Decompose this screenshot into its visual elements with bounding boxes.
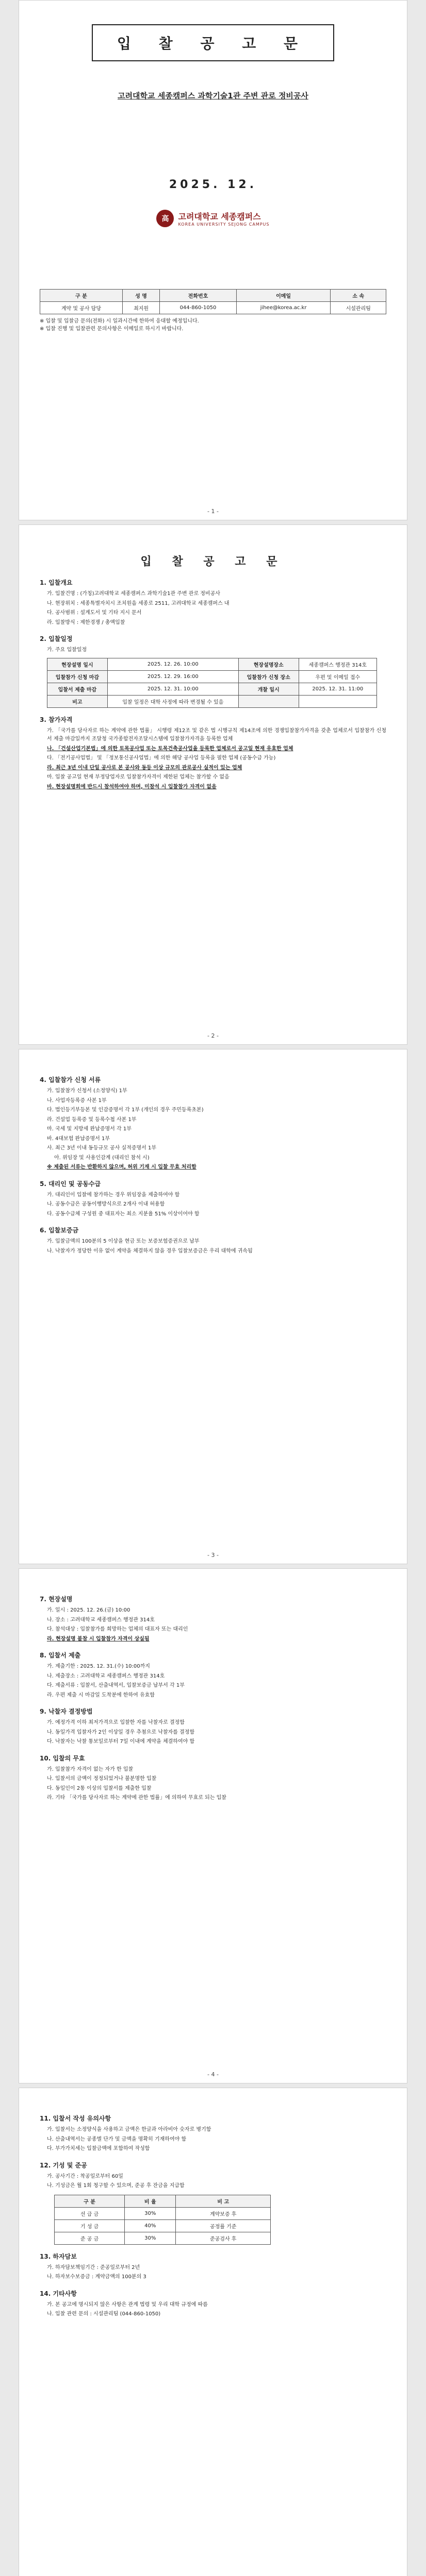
section-item: 다. 「전기공사업법」 및 「정보통신공사업법」에 의한 해당 공사업 등록을 필한 업체 (공동수급 가능) xyxy=(47,755,276,761)
table-cell: 입찰참가 신청 마감 xyxy=(47,670,108,683)
section-item: 가. 입찰건명 : (가칭)고려대학교 세종캠퍼스 과학기술1관 주변 관로 정비공사 xyxy=(47,591,220,597)
schedule-table xyxy=(47,658,377,708)
section-item: 나. 사업자등록증 사본 1부 xyxy=(47,1097,107,1104)
section-heading: 9. 낙찰자 결정방법 xyxy=(40,1708,93,1715)
section-heading: 4. 입찰참가 신청 서류 xyxy=(40,1076,101,1083)
section-heading: 11. 입찰서 작성 유의사항 xyxy=(40,2115,111,2122)
university-seal-icon: 高 xyxy=(156,210,174,227)
table-cell: 현장설명 일시 xyxy=(47,658,108,670)
section-item: 사. 최근 3년 이내 동등규모 공사 실적증명서 1부 xyxy=(47,1145,157,1151)
section-item: 가. 제출기한 : 2025. 12. 31.(수) 10:00까지 xyxy=(47,1664,150,1669)
section-item: 나. 산출내역서는 공종별 단가 및 금액을 명확히 기재하여야 함 xyxy=(47,2136,187,2142)
section-item: 라. 입찰방식 : 제한경쟁 / 총액입찰 xyxy=(47,619,125,625)
section-item: 가. 「국가를 당사자로 하는 계약에 관한 법률」 시행령 제12조 및 같은 법 시행규칙 제14조에 의한 경쟁입찰참가자격을 갖춘 업체로서 입찰참가 신청서 제출 마감일까지 조달청 국가종합전자조달시스템에 입찰참가자격을 등록한 업체 xyxy=(47,727,386,742)
table-header: 성 명 xyxy=(122,290,159,302)
section-item: 나. 공동수급은 공동이행방식으로 2개사 이내 허용함 xyxy=(47,1201,165,1207)
section-heading: 14. 기타사항 xyxy=(40,2290,77,2297)
payment-table xyxy=(54,2195,271,2245)
table-cell: 계약 및 공사 담당 xyxy=(40,302,123,314)
table-row xyxy=(47,683,377,695)
table-cell: 2025. 12. 31. 10:00 xyxy=(107,683,238,695)
section-item: 라. 건설업 등록증 및 등록수첩 사본 1부 xyxy=(47,1116,137,1123)
section-heading: 2. 입찰일정 xyxy=(40,635,73,642)
table-header: 소 속 xyxy=(331,290,386,302)
table-header: 전화번호 xyxy=(160,290,236,302)
document-page xyxy=(19,2088,407,2576)
cover-date: 2025. 12. xyxy=(169,178,257,191)
table-cell xyxy=(299,695,376,707)
section-item: 나. 입찰 관련 문의 : 시설관리팀 (044-860-1050) xyxy=(47,2311,161,2317)
page-title: 입 찰 공 고 문 xyxy=(140,555,286,568)
table-cell: 40% xyxy=(125,2219,176,2232)
section-item: 가. 대리인이 입찰에 참가하는 경우 위임장을 제출하여야 함 xyxy=(47,1192,180,1198)
table-cell xyxy=(238,695,299,707)
section-item: 마. 국세 및 지방세 완납증명서 각 1부 xyxy=(47,1126,132,1132)
table-cell: 기 성 금 xyxy=(55,2219,125,2232)
cover-page xyxy=(19,0,407,520)
section-heading: 12. 기성 및 준공 xyxy=(40,2161,87,2169)
table-row xyxy=(47,695,377,707)
section-heading: 7. 현장설명 xyxy=(40,1596,73,1603)
section-item: 나. 「건설산업기본법」에 의한 토목공사업 또는 토목건축공사업을 등록한 업체로서 공고일 현재 유효한 업체 xyxy=(47,745,293,752)
university-logo xyxy=(40,210,386,227)
section-heading: 6. 입찰보증금 xyxy=(40,1227,79,1234)
page-number: - 4 - xyxy=(207,2071,219,2078)
section-heading: 8. 입찰서 제출 xyxy=(40,1652,81,1659)
logo-sub: KOREA UNIVERSITY SEJONG CAMPUS xyxy=(178,222,270,227)
section-item: 나. 동일가격 입찰자가 2인 이상일 경우 추첨으로 낙찰자를 결정함 xyxy=(47,1729,195,1735)
table-cell: 우편 및 이메일 접수 xyxy=(299,670,376,683)
section-heading: 10. 입찰의 무효 xyxy=(40,1754,85,1762)
section-heading: 5. 대리인 및 공동수급 xyxy=(40,1180,101,1188)
page-number: - 2 - xyxy=(207,1032,219,1039)
section-item: 가. 입찰참가 신청서 (소정양식) 1부 xyxy=(47,1088,127,1094)
section-item: 나. 입찰서의 금액이 정정되었거나 불분명한 입찰 xyxy=(47,1776,157,1782)
section-item: 다. 공동수급체 구성원 중 대표자는 최소 지분율 51% 이상이어야 함 xyxy=(47,1211,200,1217)
section-heading: 13. 하자담보 xyxy=(40,2252,77,2260)
cover-note: ※ 입찰 및 입찰금 문의(전화) 시 일과시간에 한하여 응대할 예정입니다. xyxy=(40,318,199,324)
table-cell: 30% xyxy=(125,2232,176,2244)
cover-note: ※ 입찰 진행 및 입찰관련 문의사항은 이메일로 하시기 바랍니다. xyxy=(40,326,184,332)
section-item: 가. 일시 : 2025. 12. 26.(금) 10:00 xyxy=(47,1607,130,1613)
table-header: 이메일 xyxy=(236,290,331,302)
section-item: 아. 위임장 및 사용인감계 (대리인 참석 시) xyxy=(54,1155,150,1161)
table-cell: 준 공 금 xyxy=(55,2232,125,2244)
contact-table xyxy=(40,289,386,314)
table-cell: 입찰서 제출 마감 xyxy=(47,683,108,695)
section-item: 바. 현장설명회에 반드시 참석하여야 하며, 미참석 시 입찰참가 자격이 없음 xyxy=(47,784,217,790)
cover-notes xyxy=(40,317,386,333)
table-cell: 준공검사 후 xyxy=(176,2232,271,2244)
section-item: 가. 입찰서는 소정양식을 사용하고 금액은 한글과 아라비아 숫자로 병기함 xyxy=(47,2127,211,2132)
section-item: 가. 본 공고에 명시되지 않은 사항은 관계 법령 및 우리 대학 규정에 따름 xyxy=(47,2301,208,2308)
table-row xyxy=(55,2207,271,2219)
table-header: 비 율 xyxy=(125,2195,176,2207)
table-cell: 세종캠퍼스 행정관 314호 xyxy=(299,658,376,670)
section-item: 마. 입찰 공고일 현재 부정당업자로 입찰참가자격이 제한된 업체는 참가할 수 없음 xyxy=(47,774,230,780)
logo-name: 고려대학교 세종캠퍼스 xyxy=(178,212,261,222)
table-cell: 044-860-1050 xyxy=(160,302,236,314)
table-cell: 30% xyxy=(125,2207,176,2219)
document-page xyxy=(19,524,407,1045)
table-header: 구 분 xyxy=(55,2195,125,2207)
section-item: 다. 법인등기부등본 및 인감증명서 각 1부 (개인의 경우 주민등록초본) xyxy=(47,1107,204,1113)
table-row xyxy=(55,2219,271,2232)
section-item: 다. 동일인이 2통 이상의 입찰서를 제출한 입찰 xyxy=(47,1785,152,1791)
table-row xyxy=(47,658,377,670)
section-item: 가. 주요 입찰일정 xyxy=(47,647,87,653)
table-cell: 선 급 금 xyxy=(55,2207,125,2219)
section-item: 나. 하자보수보증금 : 계약금액의 100분의 3 xyxy=(47,2274,146,2280)
table-row xyxy=(40,302,386,314)
section-item: 가. 공사기간 : 착공일로부터 60일 xyxy=(47,2173,123,2179)
section-item: 라. 기타 「국가를 당사자로 하는 계약에 관한 법률」에 의하여 무효로 되는 입찰 xyxy=(47,1795,226,1801)
table-row xyxy=(47,670,377,683)
section-item: 다. 참석대상 : 입찰참가를 희망하는 업체의 대표자 또는 대리인 xyxy=(47,1626,188,1632)
table-header: 구 분 xyxy=(40,290,123,302)
section-item: 나. 낙찰자가 정당한 이유 없이 계약을 체결하지 않을 경우 입찰보증금은 우리 대학에 귀속됨 xyxy=(47,1248,253,1254)
table-cell: 최지원 xyxy=(122,302,159,314)
table-cell: 입찰참가 신청 장소 xyxy=(238,670,299,683)
document-page xyxy=(19,1049,407,1564)
table-cell: jihee@korea.ac.kr xyxy=(236,302,331,314)
section-heading: 3. 참가자격 xyxy=(40,716,73,723)
cover-title: 입 찰 공 고 문 xyxy=(92,24,334,61)
section-item: 다. 부가가치세는 입찰금액에 포함하여 작성함 xyxy=(47,2146,150,2151)
page-number: - 1 - xyxy=(207,508,219,515)
table-cell: 2025. 12. 29. 16:00 xyxy=(107,670,238,683)
table-cell: 공정률 기준 xyxy=(176,2219,271,2232)
table-row xyxy=(55,2232,271,2244)
table-row xyxy=(55,2195,271,2207)
section-item: 나. 기성금은 월 1회 청구할 수 있으며, 준공 후 잔금을 지급함 xyxy=(47,2183,185,2189)
table-cell: 2025. 12. 31. 11:00 xyxy=(299,683,376,695)
section-item: 다. 공사범위 : 설계도서 및 기타 지시 문서 xyxy=(47,610,142,616)
section-item: 다. 낙찰자는 낙찰 통보일로부터 7일 이내에 계약을 체결하여야 함 xyxy=(47,1739,195,1744)
table-cell: 입찰 일정은 대학 사정에 따라 변경될 수 있음 xyxy=(107,695,238,707)
section-item: 라. 최근 3년 이내 단일 공사로 본 공사와 동등 이상 규모의 관로공사 실적이 있는 업체 xyxy=(47,765,242,771)
project-title: 고려대학교 세종캠퍼스 과학기술1관 주변 관로 정비공사 xyxy=(118,91,308,100)
section-item: 다. 제출서류 : 입찰서, 산출내역서, 입찰보증금 납부서 각 1부 xyxy=(47,1683,185,1688)
page-number: - 3 - xyxy=(207,1552,219,1558)
section-item: 나. 제출장소 : 고려대학교 세종캠퍼스 행정관 314호 xyxy=(47,1673,165,1679)
table-cell: 현장설명장소 xyxy=(238,658,299,670)
section-item: 가. 예정가격 이하 최저가격으로 입찰한 자를 낙찰자로 결정함 xyxy=(47,1720,185,1725)
table-cell: 시설관리팀 xyxy=(331,302,386,314)
section-item: 바. 4대보험 완납증명서 1부 xyxy=(47,1136,110,1142)
section-item: 나. 현장위치 : 세종특별자치시 조치원읍 세종로 2511, 고려대학교 세종캠퍼스 내 xyxy=(47,600,230,606)
section-item: 가. 입찰참가 자격이 없는 자가 한 입찰 xyxy=(47,1766,134,1772)
document-page xyxy=(19,1568,407,2083)
section-item: 가. 입찰금액의 100분의 5 이상을 현금 또는 보증보험증권으로 납부 xyxy=(47,1239,200,1244)
section-item: 라. 현장설명 불참 시 입찰참가 자격이 상실됨 xyxy=(47,1636,150,1642)
section-heading: 1. 입찰개요 xyxy=(40,579,73,586)
table-cell: 2025. 12. 26. 10:00 xyxy=(107,658,238,670)
section-item: ※ 제출된 서류는 반환하지 않으며, 허위 기재 시 입찰 무효 처리함 xyxy=(47,1164,196,1170)
table-cell: 개찰 일시 xyxy=(238,683,299,695)
section-item: 나. 장소 : 고려대학교 세종캠퍼스 행정관 314호 xyxy=(47,1617,155,1623)
table-cell: 계약보증 후 xyxy=(176,2207,271,2219)
section-item: 가. 하자담보책임기간 : 준공일로부터 2년 xyxy=(47,2264,140,2270)
section-item: 라. 우편 제출 시 마감일 도착분에 한하여 유효함 xyxy=(47,1692,155,1698)
table-header: 비 고 xyxy=(176,2195,271,2207)
table-cell: 비고 xyxy=(47,695,108,707)
